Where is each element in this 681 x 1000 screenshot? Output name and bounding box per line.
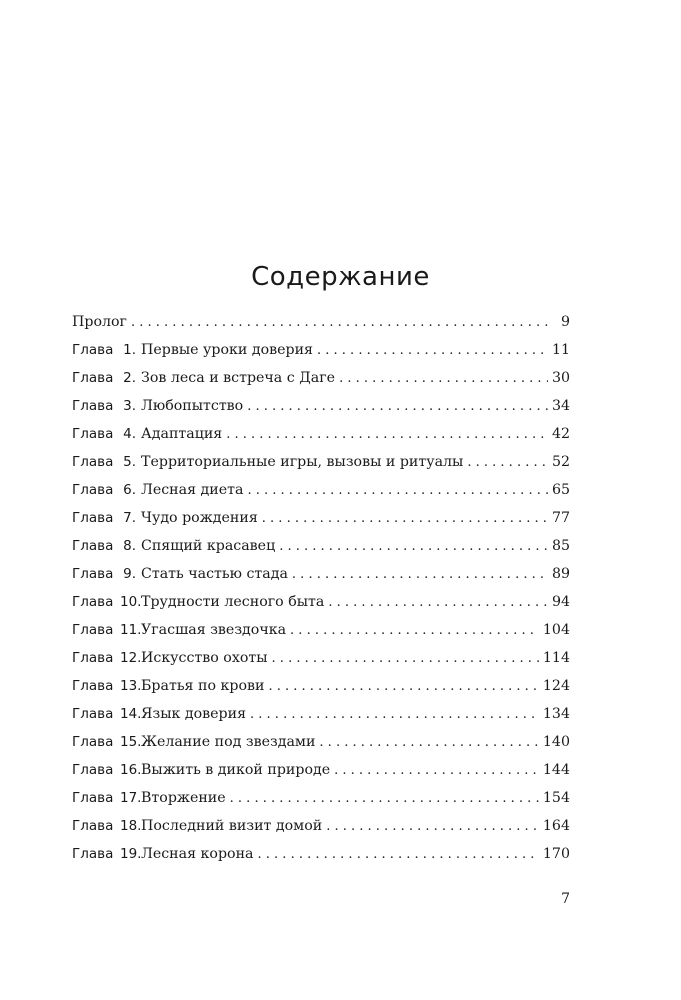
toc-entry bbox=[72, 790, 570, 818]
chapter-number: 11. bbox=[120, 622, 142, 638]
entry-page: 42 bbox=[551, 426, 570, 442]
entry-page: 65 bbox=[551, 482, 570, 498]
entry-page: 11 bbox=[551, 342, 570, 358]
dot-leader bbox=[131, 315, 552, 330]
dot-leader bbox=[262, 511, 548, 526]
entry-page: 89 bbox=[551, 566, 570, 582]
page-title: Содержание bbox=[251, 262, 430, 292]
entry-title: Братья по крови bbox=[141, 678, 265, 694]
chapter-number: 3. bbox=[123, 398, 136, 414]
chapter-number: 6. bbox=[123, 482, 136, 498]
chapter-word: Глава bbox=[72, 370, 114, 386]
dot-leader bbox=[230, 791, 539, 806]
entry-page: 94 bbox=[551, 594, 570, 610]
chapter-word: Глава bbox=[72, 426, 114, 442]
entry-page: 114 bbox=[542, 650, 570, 666]
entry-page: 140 bbox=[542, 734, 570, 750]
chapter-number: 15. bbox=[120, 734, 142, 750]
chapter-word: Глава bbox=[72, 846, 114, 862]
dot-leader bbox=[250, 707, 539, 722]
toc-entry bbox=[72, 566, 570, 594]
toc-entry bbox=[72, 678, 570, 706]
chapter-word: Глава bbox=[72, 454, 114, 470]
entry-title: Чудо рождения bbox=[141, 510, 258, 526]
dot-leader bbox=[226, 427, 548, 442]
dot-leader bbox=[268, 679, 538, 694]
entry-page: 9 bbox=[560, 314, 570, 330]
entry-title: Трудности лесного быта bbox=[141, 594, 325, 610]
chapter-word: Глава bbox=[72, 678, 114, 694]
dot-leader bbox=[247, 483, 547, 498]
chapter-number: 8. bbox=[123, 538, 136, 554]
entry-title: Желание под звездами bbox=[141, 734, 316, 750]
dot-leader bbox=[334, 763, 539, 778]
entry-page: 85 bbox=[551, 538, 570, 554]
entry-page: 164 bbox=[542, 818, 570, 834]
chapter-number: 19. bbox=[120, 846, 142, 862]
chapter-number: 16. bbox=[120, 762, 142, 778]
entry-title: Искусство охоты bbox=[141, 650, 268, 666]
chapter-word: Глава bbox=[72, 342, 114, 358]
entry-page: 134 bbox=[542, 706, 570, 722]
toc-entry bbox=[72, 846, 570, 874]
toc-entry bbox=[72, 650, 570, 678]
chapter-word: Глава bbox=[72, 398, 114, 414]
chapter-word: Глава bbox=[72, 510, 114, 526]
dot-leader bbox=[467, 455, 548, 470]
dot-leader bbox=[317, 343, 548, 358]
toc-entry bbox=[72, 342, 570, 370]
toc-entry bbox=[72, 762, 570, 790]
chapter-word: Глава bbox=[72, 622, 114, 638]
entry-title: Язык доверия bbox=[141, 706, 247, 722]
toc-entry bbox=[72, 594, 570, 622]
page-number: 7 bbox=[561, 891, 570, 907]
toc-entry bbox=[72, 734, 570, 762]
dot-leader bbox=[326, 819, 539, 834]
entry-title: Территориальные игры, вызовы и ритуалы bbox=[141, 454, 464, 470]
entry-title: Последний визит домой bbox=[141, 818, 323, 834]
chapter-number: 10. bbox=[120, 594, 142, 610]
entry-title: Лесная корона bbox=[141, 846, 254, 862]
dot-leader bbox=[247, 399, 548, 414]
chapter-number: 18. bbox=[120, 818, 142, 834]
chapter-word: Глава bbox=[72, 734, 114, 750]
chapter-word: Глава bbox=[72, 790, 114, 806]
dot-leader bbox=[290, 623, 539, 638]
dot-leader bbox=[339, 371, 548, 386]
entry-page: 77 bbox=[551, 510, 570, 526]
entry-title: Любопытство bbox=[141, 398, 244, 414]
chapter-number: 13. bbox=[120, 678, 142, 694]
toc-entry bbox=[72, 818, 570, 846]
toc-entry bbox=[72, 622, 570, 650]
entry-title: Первые уроки доверия bbox=[141, 342, 313, 358]
chapter-number: 14. bbox=[120, 706, 142, 722]
dot-leader bbox=[258, 847, 539, 862]
dot-leader bbox=[279, 539, 548, 554]
chapter-word: Глава bbox=[72, 594, 114, 610]
entry-page: 104 bbox=[542, 622, 570, 638]
chapter-number: 7. bbox=[123, 510, 136, 526]
table-of-contents bbox=[72, 314, 570, 874]
entry-page: 154 bbox=[542, 790, 570, 806]
entry-title: Спящий красавец bbox=[141, 538, 276, 554]
chapter-number: 12. bbox=[120, 650, 142, 666]
toc-entry bbox=[72, 482, 570, 510]
entry-title: Вторжение bbox=[141, 790, 226, 806]
entry-title: Пролог bbox=[72, 314, 127, 330]
entry-page: 34 bbox=[551, 398, 570, 414]
toc-entry bbox=[72, 426, 570, 454]
chapter-number: 9. bbox=[123, 566, 136, 582]
dot-leader bbox=[292, 567, 548, 582]
entry-title: Выжить в дикой природе bbox=[141, 762, 331, 778]
chapter-word: Глава bbox=[72, 818, 114, 834]
toc-entry bbox=[72, 398, 570, 426]
entry-title: Лесная диета bbox=[141, 482, 244, 498]
toc-entry bbox=[72, 454, 570, 482]
dot-leader bbox=[328, 595, 548, 610]
entry-title: Зов леса и встреча с Даге bbox=[141, 370, 336, 386]
dot-leader bbox=[319, 735, 538, 750]
entry-page: 170 bbox=[542, 846, 570, 862]
chapter-word: Глава bbox=[72, 706, 114, 722]
chapter-word: Глава bbox=[72, 482, 114, 498]
chapter-number: 4. bbox=[123, 426, 136, 442]
entry-page: 144 bbox=[542, 762, 570, 778]
chapter-number: 1. bbox=[123, 342, 136, 358]
chapter-number: 17. bbox=[120, 790, 142, 806]
dot-leader bbox=[272, 651, 539, 666]
entry-page: 30 bbox=[551, 370, 570, 386]
toc-entry-prologue bbox=[72, 314, 570, 342]
chapter-word: Глава bbox=[72, 762, 114, 778]
chapter-word: Глава bbox=[72, 650, 114, 666]
toc-entry bbox=[72, 370, 570, 398]
toc-entry bbox=[72, 510, 570, 538]
chapter-number: 5. bbox=[123, 454, 136, 470]
toc-entry bbox=[72, 706, 570, 734]
entry-page: 124 bbox=[542, 678, 570, 694]
entry-title: Адаптация bbox=[141, 426, 223, 442]
chapter-word: Глава bbox=[72, 538, 114, 554]
chapter-word: Глава bbox=[72, 566, 114, 582]
toc-entry bbox=[72, 538, 570, 566]
chapter-number: 2. bbox=[123, 370, 136, 386]
entry-title: Угасшая звездочка bbox=[141, 622, 287, 638]
entry-title: Стать частью стада bbox=[141, 566, 288, 582]
entry-page: 52 bbox=[551, 454, 570, 470]
